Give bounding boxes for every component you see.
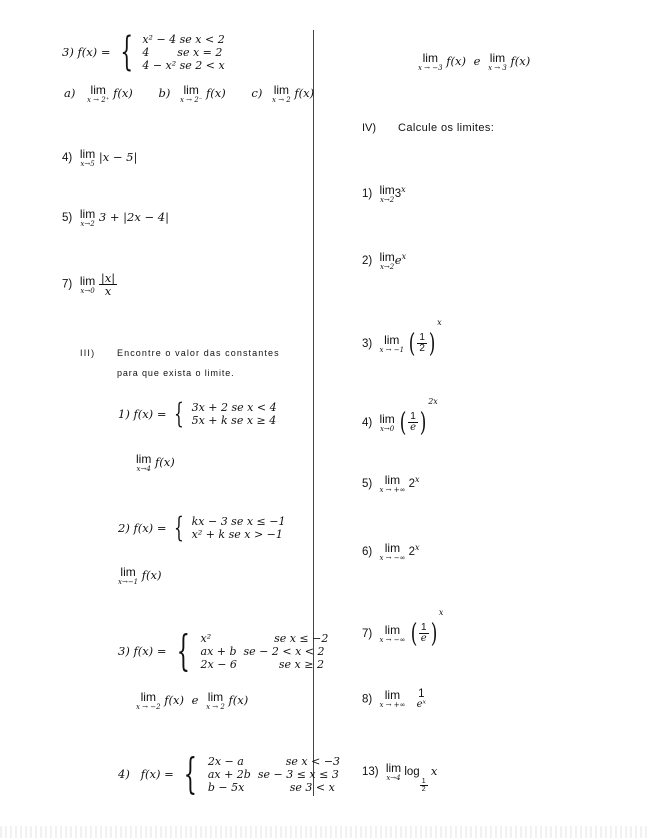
question-label: 13) xyxy=(362,766,379,779)
limit: lim x → +∞ xyxy=(379,688,406,710)
limit-1: lim x → −2 xyxy=(136,690,161,711)
base: 3 xyxy=(394,188,402,201)
section-4-numeral: IV) xyxy=(362,122,377,134)
exponent: x xyxy=(438,608,444,617)
s3-question-2 xyxy=(118,511,286,544)
log-base: $\frac{1}{2}$ xyxy=(421,778,426,794)
question-label: 3) f(x) = xyxy=(118,644,167,658)
right-paren: ) xyxy=(419,407,427,438)
fraction: $\frac{1}{e}$ xyxy=(420,621,427,645)
limit-expr: f(x) xyxy=(154,455,175,469)
limit: lim x→4 xyxy=(385,761,402,782)
question-label: 3) xyxy=(362,337,373,350)
limit-2: lim x → 3 xyxy=(488,51,507,72)
case-2: x² + k se x > −1 xyxy=(191,528,283,541)
question-label: 1) xyxy=(362,188,373,201)
base: 2 xyxy=(408,478,416,491)
part-c-label: c) xyxy=(251,86,263,100)
s3-question-1 xyxy=(118,397,277,430)
limit: lim x→4 xyxy=(136,452,152,473)
left-paren: ( xyxy=(409,328,416,359)
question-label: 1) f(x) = xyxy=(118,407,167,421)
limit: lim x→5 xyxy=(79,147,96,168)
limit: lim x → −1 xyxy=(379,332,405,354)
fraction: $\frac{1}{e}$ xyxy=(410,410,417,434)
r-question-13 xyxy=(362,762,437,794)
exponent: x xyxy=(437,318,442,327)
case-1: x² − 4 se x < 2 xyxy=(142,32,225,46)
limit-a-expr: f(x) xyxy=(113,86,133,100)
brace: { xyxy=(174,511,184,544)
section-3-numeral: III) xyxy=(80,348,96,358)
scan-noise xyxy=(0,826,648,838)
column-divider xyxy=(313,30,314,796)
problem-5 xyxy=(62,208,169,228)
exponent: 2x xyxy=(428,397,438,406)
case-1: x² se x ≤ −2 xyxy=(200,631,329,645)
left-paren: ( xyxy=(399,407,407,438)
limit-2-expr: f(x) xyxy=(228,693,249,707)
section-3-instructions-2: para que exista o limite. xyxy=(117,368,235,378)
brace: { xyxy=(120,29,133,75)
r-question-7 xyxy=(362,608,443,647)
question-label: 2) xyxy=(362,255,373,268)
conjunction: e xyxy=(473,54,481,68)
limit-2-expr: f(x) xyxy=(510,54,531,68)
part-b-label: b) xyxy=(158,86,171,100)
s3-question-2-limit xyxy=(118,566,162,586)
limit: lim x → −∞ xyxy=(379,541,406,562)
brace: { xyxy=(174,397,184,430)
problem-3-subparts xyxy=(64,84,314,104)
right-paren: ) xyxy=(428,328,436,359)
limit: lim x → −∞ xyxy=(379,622,406,644)
case-1: 3x + 2 se x < 4 xyxy=(191,401,277,414)
limit-c-expr: f(x) xyxy=(294,86,315,100)
base: e xyxy=(394,253,402,268)
limit-1-expr: f(x) xyxy=(164,693,184,707)
s3-question-3 xyxy=(118,626,329,675)
case-1: kx − 3 se x ≤ −1 xyxy=(191,515,286,528)
right-paren: ) xyxy=(430,618,438,649)
fraction: $\frac{|x|}{x}$ xyxy=(100,271,116,299)
limit-2: lim x → 2 xyxy=(206,690,225,711)
problem-3-label: 3) f(x) = xyxy=(62,45,111,59)
r-question-8 xyxy=(362,688,428,711)
s3-question-3-limits xyxy=(136,691,248,711)
case-3: b − 5x se 3 < x xyxy=(207,780,335,794)
conjunction: e xyxy=(191,693,199,707)
r-question-5 xyxy=(362,474,420,494)
brace: { xyxy=(176,626,191,675)
limit-1-expr: f(x) xyxy=(446,54,466,68)
question-label: 7) xyxy=(362,627,373,640)
case-2: 4 se x = 2 xyxy=(142,45,223,59)
part-a-label: a) xyxy=(64,86,76,100)
question-label: 4) xyxy=(362,416,373,429)
limit: lim x→−1 xyxy=(118,565,139,586)
log-argument: x xyxy=(430,764,438,779)
question-label: 8) xyxy=(362,693,373,706)
piecewise-cases xyxy=(208,755,340,794)
right-top-limits xyxy=(418,52,530,72)
question-label: 5) xyxy=(362,478,373,491)
exponent: x xyxy=(415,475,420,485)
limit: lim x→0 xyxy=(379,411,395,433)
case-1: 2x − a se x < −3 xyxy=(207,754,341,768)
question-label: 6) xyxy=(362,546,373,559)
r-question-1 xyxy=(362,184,406,204)
limit-b: lim x → 2⁻ xyxy=(179,83,203,104)
case-3: 4 − x² se 2 < x xyxy=(142,58,225,72)
problem-7-label: 7) xyxy=(62,278,73,291)
log-operator: log xyxy=(404,766,420,779)
limit: lim x → +∞ xyxy=(379,473,406,494)
left-paren: ( xyxy=(410,618,417,649)
limit-a: lim x → 2⁺ xyxy=(87,83,110,104)
exponent: x xyxy=(401,252,407,262)
base: 2 xyxy=(408,546,416,559)
limit: lim x→2 xyxy=(79,207,96,228)
case-2: 5x + k se x ≥ 4 xyxy=(191,414,277,427)
piecewise-cases xyxy=(142,33,224,72)
problem-4-label: 4) xyxy=(62,152,73,164)
limit-1: lim x → −3 xyxy=(418,51,443,72)
fraction: $\frac{1}{2}$ xyxy=(419,331,425,355)
piecewise-cases xyxy=(192,401,277,427)
question-label: 2) f(x) = xyxy=(118,521,167,535)
piecewise-cases xyxy=(201,632,329,671)
r-question-2 xyxy=(362,251,406,271)
r-question-4 xyxy=(362,397,438,436)
section-4-title: Calcule os limites: xyxy=(398,122,495,134)
limit: lim x→0 xyxy=(79,273,96,295)
limit-c: lim x → 2 xyxy=(272,83,291,104)
problem-4 xyxy=(62,148,137,168)
limit: lim x→2 xyxy=(379,250,395,271)
problem-7 xyxy=(62,272,117,297)
r-question-3 xyxy=(362,318,442,357)
problem-5-label: 5) xyxy=(62,212,73,224)
limit-b-expr: f(x) xyxy=(206,86,226,100)
case-3: 2x − 6 se x ≥ 2 xyxy=(200,657,324,671)
case-2: ax + 2b se − 3 ≤ x ≤ 3 xyxy=(207,767,339,781)
exponent: x xyxy=(415,543,420,553)
problem-3 xyxy=(62,29,225,75)
brace: { xyxy=(184,749,198,798)
limit: lim x→2 xyxy=(379,183,395,204)
exponent: x xyxy=(401,185,406,195)
question-label: 4) f(x) = xyxy=(118,767,174,781)
section-3-instructions-1: Encontre o valor das constantes xyxy=(117,348,280,358)
s3-question-4 xyxy=(118,749,341,798)
r-question-6 xyxy=(362,542,420,562)
limit-expr: f(x) xyxy=(141,568,162,582)
case-2: ax + b se − 2 < x < 2 xyxy=(200,644,325,658)
problem-5-expr: 3 + |2x − 4| xyxy=(98,210,169,224)
problem-4-expr: |x − 5| xyxy=(98,150,138,164)
piecewise-cases xyxy=(192,515,286,541)
fraction: 1 eˣ xyxy=(416,688,427,711)
s3-question-1-limit xyxy=(136,453,175,473)
